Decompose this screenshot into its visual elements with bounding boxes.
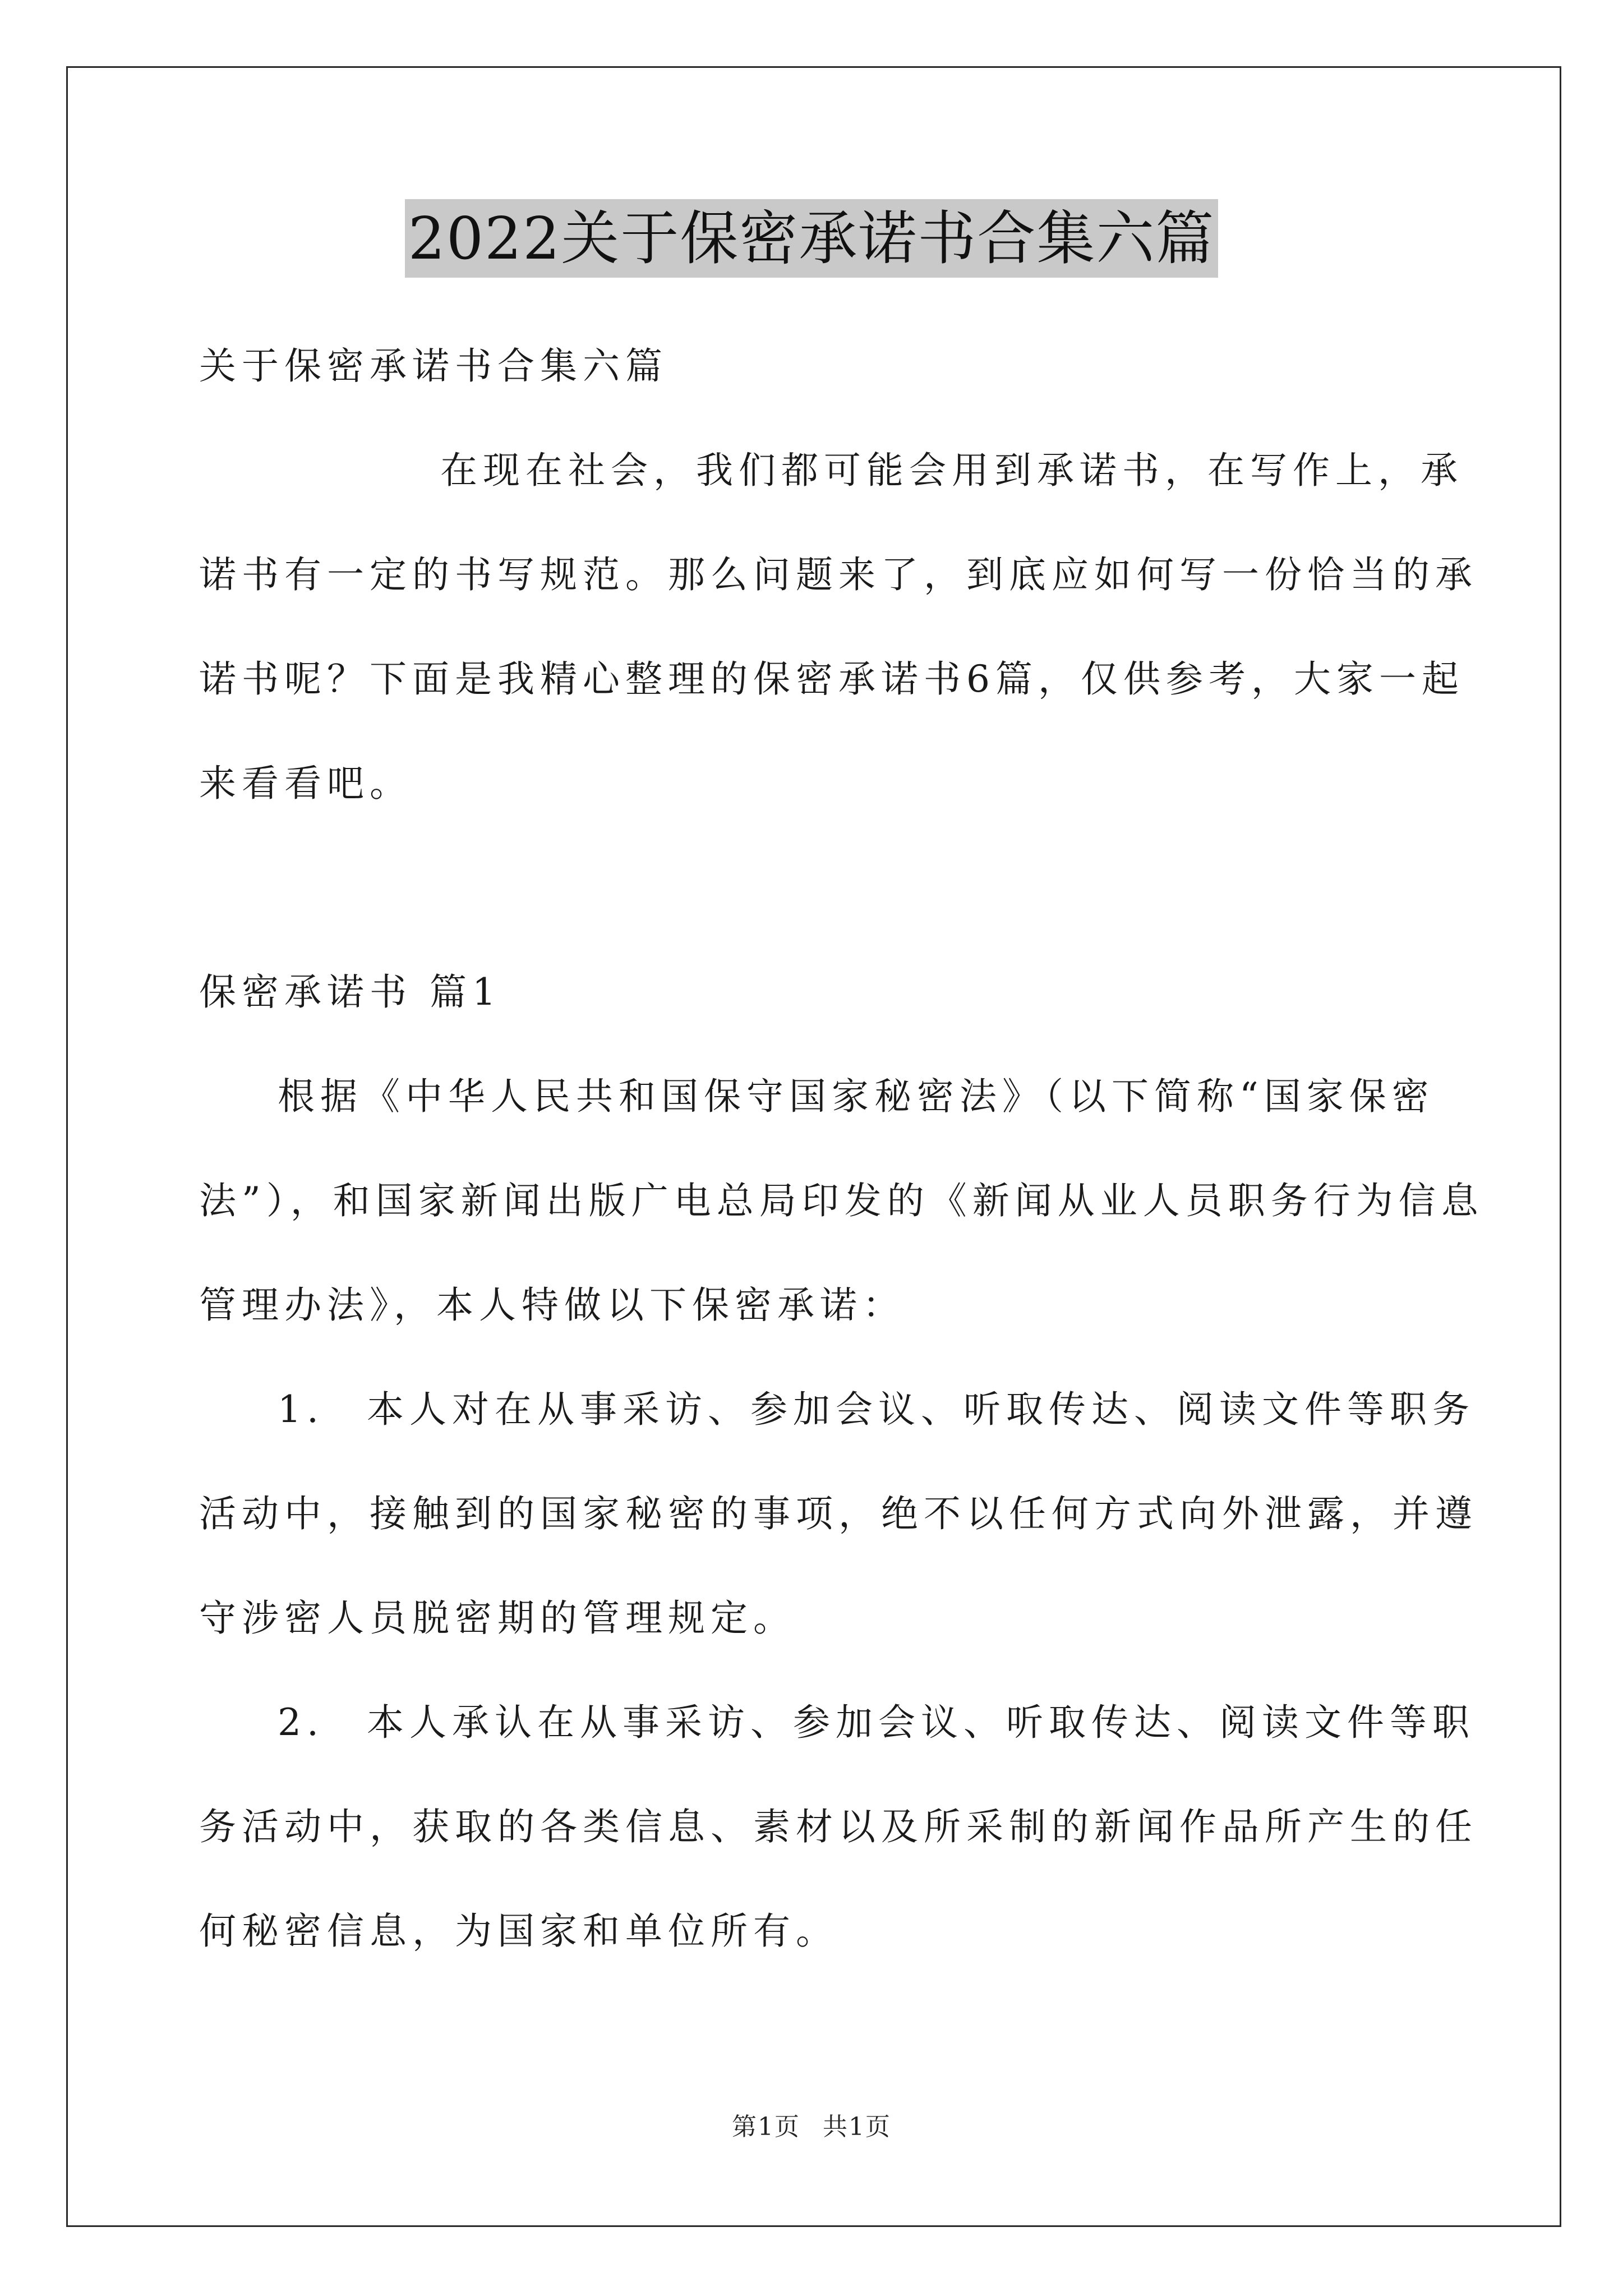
intro-line: 诺书有一定的书写规范。那么问题来了，到底应如何写一份恰当的承 <box>199 553 1478 596</box>
list-item-line: 何秘密信息，为国家和单位所有。 <box>199 1910 838 1953</box>
document-title: 2022关于保密承诺书合集六篇 <box>405 199 1219 278</box>
document-body <box>199 314 1484 1984</box>
list-item-line: 1. 本人对在从事采访、参加会议、听取传达、阅读文件等职务 <box>278 1388 1475 1431</box>
page-number-total: 共1页 <box>823 2113 891 2141</box>
intro-line: 来看看吧。 <box>199 762 412 805</box>
list-item-line: 守涉密人员脱密期的管理规定。 <box>199 1596 796 1640</box>
title-container <box>0 199 1623 278</box>
list-item-line: 2. 本人承认在从事采访、参加会议、听取传达、阅读文件等职 <box>278 1701 1475 1744</box>
page-number-current: 第1页 <box>732 2113 800 2141</box>
list-item-line: 务活动中，获取的各类信息、素材以及所采制的新闻作品所产生的任 <box>199 1805 1478 1848</box>
page-footer <box>0 2110 1623 2144</box>
paragraph-line: 根据《中华人民共和国保守国家秘密法》（以下简称“国家保密 <box>278 1075 1435 1118</box>
intro-line: 诺书呢？下面是我精心整理的保密承诺书6篇，仅供参考，大家一起 <box>199 657 1464 701</box>
list-item-line: 活动中，接触到的国家秘密的事项，绝不以任何方式向外泄露，并遵 <box>199 1492 1478 1535</box>
section-heading: 保密承诺书 篇1 <box>199 970 501 1014</box>
section-spacer <box>199 836 1427 940</box>
document-subtitle: 关于保密承诺书合集六篇 <box>199 344 668 388</box>
intro-line: 在现在社会，我们都可能会用到承诺书，在写作上，承 <box>440 449 1463 492</box>
paragraph-line: 法”），和国家新闻出版广电总局印发的《新闻从业人员职务行为信息 <box>199 1179 1484 1222</box>
paragraph-line: 管理办法》，本人特做以下保密承诺： <box>199 1283 905 1327</box>
